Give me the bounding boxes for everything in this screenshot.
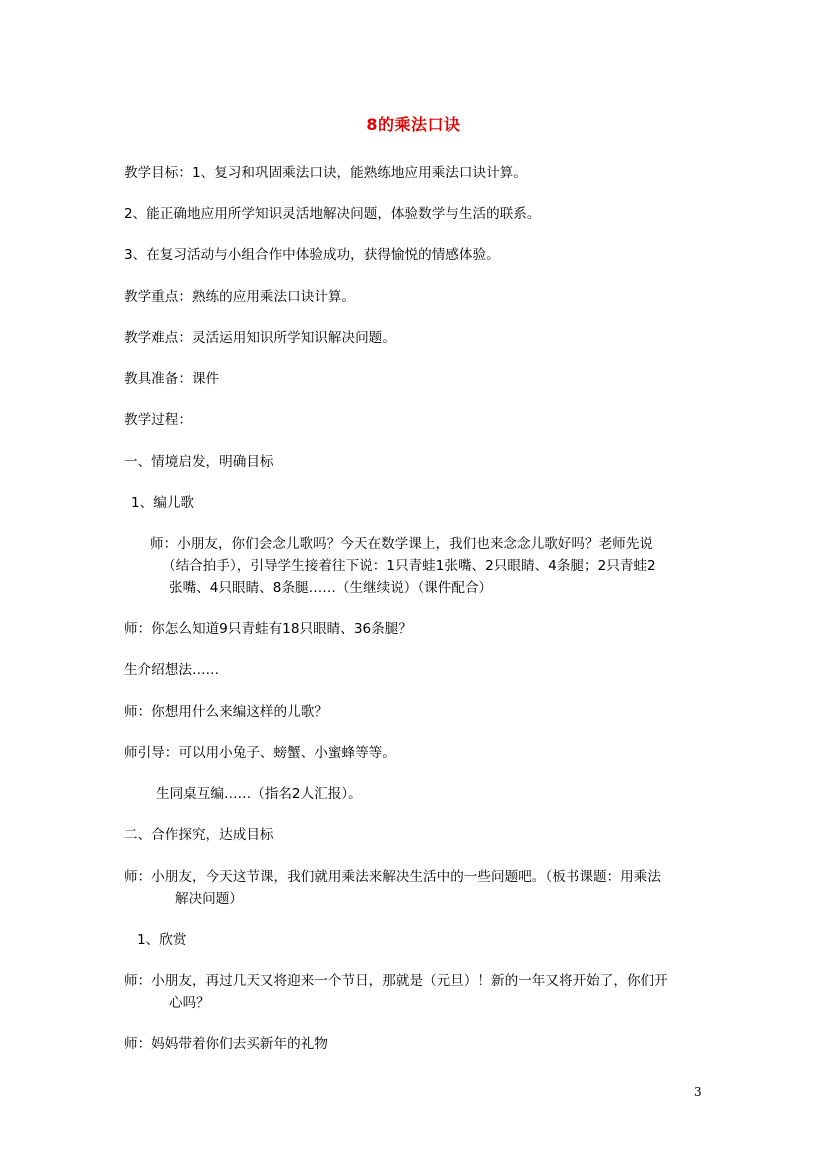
subsection-heading: 1、欣赏 <box>137 932 187 948</box>
paragraph-line: 师：妈妈带着你们去买新年的礼物 <box>124 1036 328 1052</box>
paragraph-line: 3、在复习活动与小组合作中体验成功，获得愉悦的情感体验。 <box>124 247 500 263</box>
paragraph-line: 师：你怎么知道9只青蛙有18只眼睛、36条腿？ <box>124 621 412 637</box>
paragraph-line: （结合拍手），引导学生接着往下说：1只青蛙1张嘴、2只眼睛、4条腿；2只青蛙2 <box>162 558 656 574</box>
paragraph-line: 教学难点：灵活运用知识所学知识解决问题。 <box>124 330 396 346</box>
paragraph-line: 师引导：可以用小兔子、螃蟹、小蜜蜂等等。 <box>124 745 396 761</box>
paragraph-line: 师：你想用什么来编这样的儿歌？ <box>124 704 328 720</box>
paragraph-line: 师：小朋友，再过几天又将迎来一个节日，那就是（元旦）！新的一年又将开始了，你们开 <box>124 973 668 989</box>
paragraph-line: 教学重点：熟练的应用乘法口诀计算。 <box>124 289 356 305</box>
paragraph-line: 师：小朋友，今天这节课，我们就用乘法来解决生活中的一些问题吧。（板书课题：用乘法 <box>124 869 661 885</box>
document-title: 8的乘法口诀 <box>366 115 461 134</box>
paragraph-line: 师：小朋友，你们会念儿歌吗？今天在数学课上，我们也来念念儿歌好吗？老师先说 <box>150 536 653 552</box>
section-heading: 一、情境启发，明确目标 <box>124 454 274 470</box>
page-number: 3 <box>694 1085 702 1099</box>
paragraph-line: 心吗？ <box>169 995 210 1011</box>
paragraph-line: 2、能正确地应用所学知识灵活地解决问题，体验数学与生活的联系。 <box>124 206 541 222</box>
paragraph-line: 生介绍想法…… <box>124 662 220 678</box>
section-heading: 二、合作探究，达成目标 <box>124 827 274 843</box>
subsection-heading: 1、编儿歌 <box>131 495 195 511</box>
paragraph-line: 教学目标：1、复习和巩固乘法口诀，能熟练地应用乘法口诀计算。 <box>124 165 527 181</box>
paragraph-line: 解决问题） <box>175 891 243 907</box>
paragraph-line: 生同桌互编……（指名2人汇报）。 <box>156 786 362 802</box>
paragraph-line: 教学过程： <box>124 412 192 428</box>
paragraph-line: 张嘴、4只眼睛、8条腿……（生继续说）（课件配合） <box>169 580 493 596</box>
paragraph-line: 教具准备：课件 <box>124 371 220 387</box>
